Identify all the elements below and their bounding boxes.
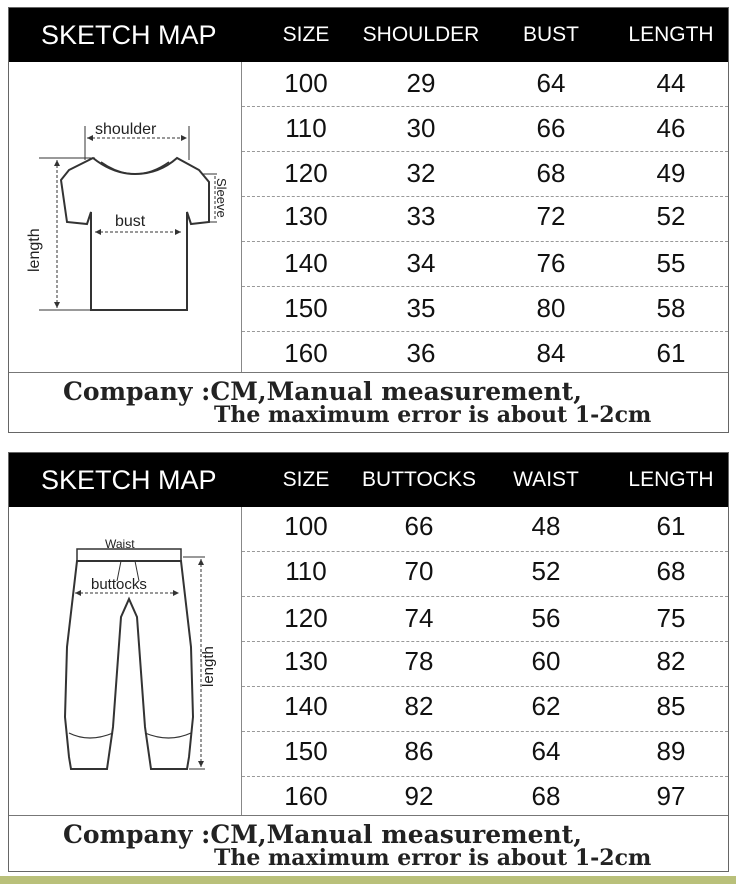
bust-cell: 80 — [536, 293, 566, 323]
table-row — [242, 597, 728, 642]
length-cell: 75 — [656, 603, 686, 633]
waist-label: Waist — [105, 537, 135, 551]
bust-cell: 68 — [536, 158, 566, 188]
length-cell: 68 — [656, 556, 686, 586]
column-header-length: LENGTH — [628, 468, 714, 491]
pants-diagram — [9, 507, 241, 815]
size-cell: 110 — [285, 113, 327, 143]
length-cell: 85 — [656, 691, 686, 721]
measurement-note — [9, 815, 728, 872]
waist-cell: 56 — [531, 603, 561, 633]
table-row — [242, 777, 728, 815]
column-header-size: SIZE — [282, 468, 330, 491]
length-cell: 46 — [656, 113, 686, 143]
sleeve-label: Sleeve — [214, 178, 229, 218]
buttocks-label: buttocks — [91, 576, 147, 593]
size-cell: 100 — [284, 68, 328, 98]
table-row — [242, 687, 728, 732]
table-row — [242, 332, 728, 372]
column-header-buttocks: BUTTOCKS — [362, 468, 476, 491]
table-row — [242, 107, 728, 152]
buttocks-cell: 70 — [404, 556, 434, 586]
length-cell: 44 — [656, 68, 686, 98]
length-cell: 97 — [656, 781, 686, 811]
length-label: length — [200, 646, 217, 687]
bust-cell: 66 — [536, 113, 566, 143]
tshirt-sketch — [9, 62, 242, 372]
table-header — [9, 453, 728, 507]
table-row — [242, 242, 728, 287]
tshirt-size-chart — [8, 7, 729, 433]
length-cell: 82 — [656, 646, 686, 676]
size-cell: 120 — [284, 158, 328, 188]
shoulder-cell: 30 — [406, 113, 436, 143]
shoulder-cell: 29 — [406, 68, 436, 98]
size-cell: 150 — [284, 736, 328, 766]
buttocks-cell: 66 — [404, 511, 434, 541]
table-header — [9, 8, 728, 62]
table-row — [242, 62, 728, 107]
shoulder-cell: 32 — [406, 158, 436, 188]
waist-cell: 52 — [531, 556, 561, 586]
size-cell: 130 — [284, 201, 328, 231]
size-cell: 150 — [284, 293, 328, 323]
buttocks-cell: 82 — [404, 691, 434, 721]
table-row — [242, 642, 728, 687]
tshirt-diagram — [9, 62, 241, 372]
shoulder-cell: 36 — [406, 338, 436, 368]
table-row — [242, 552, 728, 597]
waist-cell: 62 — [531, 691, 561, 721]
error-note: The maximum error is about 1-2cm — [214, 402, 652, 428]
table-row — [242, 287, 728, 332]
length-cell: 49 — [656, 158, 686, 188]
length-cell: 61 — [656, 338, 686, 368]
column-header-bust: BUST — [522, 23, 580, 46]
table-row — [242, 507, 728, 552]
shoulder-cell: 33 — [406, 201, 436, 231]
column-header-size: SIZE — [282, 23, 330, 46]
sketch-map-title: SKETCH MAP — [41, 465, 217, 495]
buttocks-cell: 78 — [404, 646, 434, 676]
table-row — [242, 152, 728, 197]
column-header-shoulder: SHOULDER — [362, 23, 480, 46]
waist-cell: 60 — [531, 646, 561, 676]
size-cell: 130 — [284, 646, 328, 676]
pants-size-chart — [8, 452, 729, 872]
size-cell: 110 — [285, 556, 327, 586]
shoulder-cell: 34 — [406, 248, 436, 278]
length-cell: 52 — [656, 201, 686, 231]
sketch-map-title: SKETCH MAP — [41, 20, 217, 50]
measurement-note — [9, 372, 728, 433]
waist-cell: 64 — [531, 736, 561, 766]
buttocks-cell: 86 — [404, 736, 434, 766]
bust-cell: 72 — [536, 201, 566, 231]
buttocks-cell: 74 — [404, 603, 434, 633]
column-header-waist: WAIST — [513, 468, 579, 491]
column-header-length: LENGTH — [628, 23, 714, 46]
size-cell: 120 — [284, 603, 328, 633]
length-cell: 58 — [656, 293, 686, 323]
length-cell: 89 — [656, 736, 686, 766]
pants-sketch — [9, 507, 242, 815]
company-note: Company :CM,Manual measurement, — [63, 377, 582, 406]
bust-cell: 84 — [536, 338, 566, 368]
bottom-edge-strip — [0, 876, 736, 884]
size-cell: 160 — [284, 781, 328, 811]
buttocks-cell: 92 — [404, 781, 434, 811]
shoulder-label: shoulder — [95, 121, 157, 138]
table-row — [242, 732, 728, 777]
length-label: length — [26, 228, 43, 272]
company-note: Company :CM,Manual measurement, — [63, 820, 582, 849]
waist-cell: 48 — [531, 511, 561, 541]
bust-cell: 64 — [536, 68, 566, 98]
bust-cell: 76 — [536, 248, 566, 278]
error-note: The maximum error is about 1-2cm — [214, 845, 652, 871]
size-cell: 160 — [284, 338, 328, 368]
size-cell: 140 — [284, 248, 328, 278]
waist-cell: 68 — [531, 781, 561, 811]
size-cell: 140 — [284, 691, 328, 721]
size-cell: 100 — [284, 511, 328, 541]
bust-label: bust — [115, 213, 146, 230]
table-row — [242, 197, 728, 242]
length-cell: 55 — [656, 248, 686, 278]
shoulder-cell: 35 — [406, 293, 436, 323]
length-cell: 61 — [656, 511, 686, 541]
